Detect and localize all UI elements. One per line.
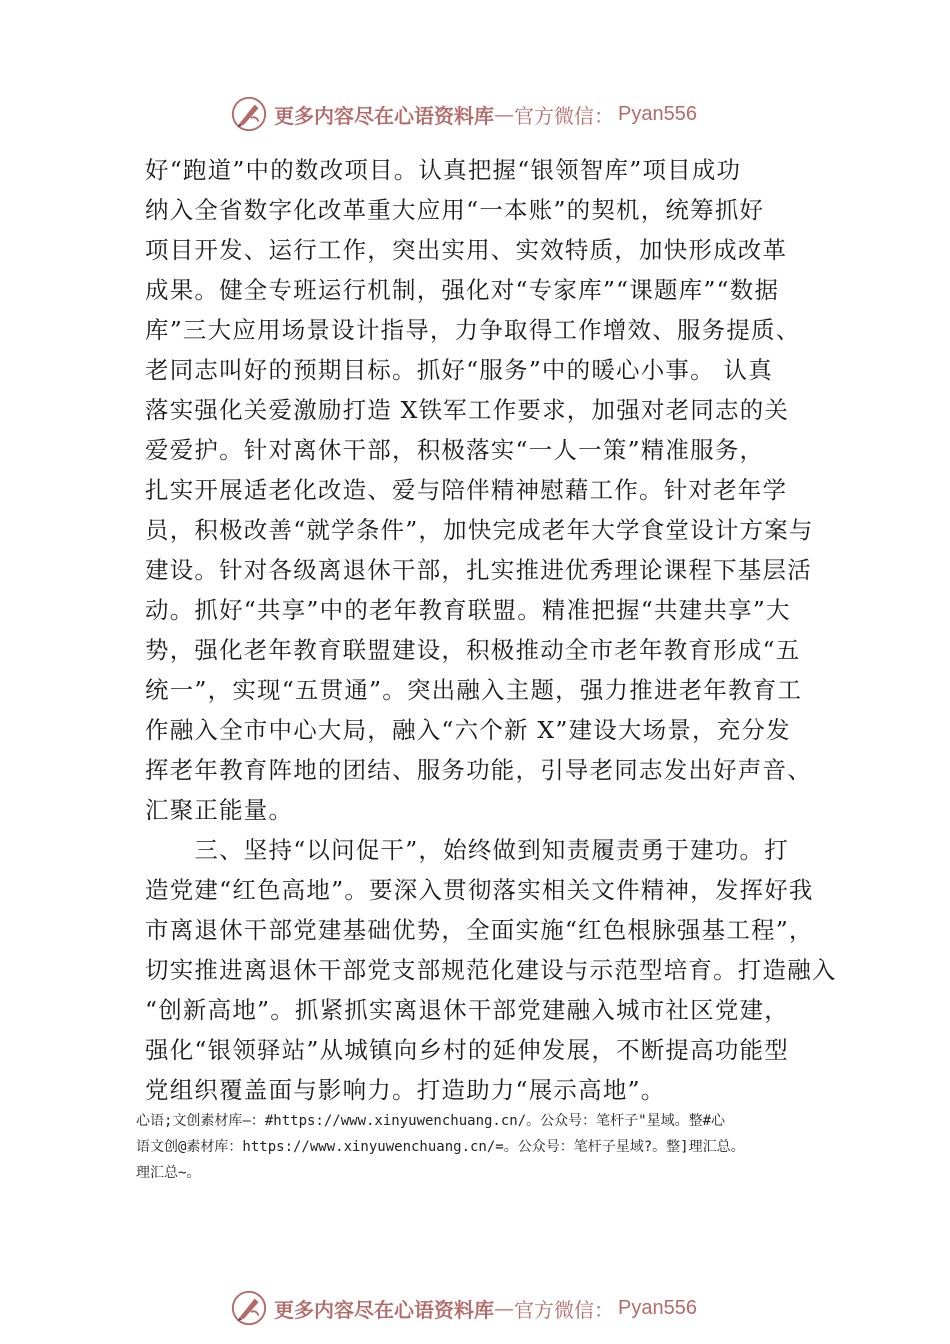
banner-label: 官方微信： (514, 103, 614, 128)
body-line: 汇聚正能量。 (145, 796, 294, 824)
body-line: 统一”，实现“五贯通”。突出融入主题，强力推进老年教育工 (145, 676, 803, 704)
body-line: 市离退休干部党建基础优势，全面实施“红色根脉强基工程”， (145, 916, 814, 944)
banner-text: 更多内容尽在心语资料库 (274, 1297, 494, 1322)
wechat-id: Pyan556 (618, 102, 697, 125)
body-line: 员，积极改善“就学条件”，加快完成老年大学食堂设计方案与 (145, 516, 814, 544)
body-line: 库”三大应用场景设计指导，力争取得工作增效、服务提质、 (145, 316, 801, 344)
body-line: 落实强化关爱激励打造 X铁军工作要求，加强对老同志的关 (145, 396, 790, 424)
header-banner (230, 94, 697, 134)
body-line: 强化“银领驿站”从城镇向乡村的延伸发展，不断提高功能型 (145, 1036, 789, 1064)
banner-text: 更多内容尽在心语资料库 (274, 103, 494, 128)
banner-separator: — (494, 102, 514, 126)
pen-logo-icon (230, 1289, 268, 1327)
wechat-id: Pyan556 (618, 1296, 697, 1319)
body-line: 纳入全省数字化改革重大应用“一本账”的契机，统筹抓好 (145, 196, 765, 224)
body-line: 作融入全市中心大局，融入“六个新 X”建设大场景，充分发 (145, 716, 791, 744)
source-note-line: 语文创@素材库：https://www.xinyuwenchuang.cn/=。公众号：笔杆子星域?。整]理汇总。 (136, 1139, 745, 1155)
body-line: 党组织覆盖面与影响力。打造助力“展示高地”。 (145, 1076, 666, 1104)
body-line: 势，强化老年教育联盟建设，积极推动全市老年教育形成“五 (145, 636, 801, 664)
body-line: 成果。健全专班运行机制，强化对“专家库”“课题库”“数据 (145, 276, 780, 304)
body-line: 爱爱护。针对离休干部，积极落实“一人一策”精准服务， (145, 436, 765, 464)
section-heading-line: 三、坚持“以问促干”，始终做到知责履责勇于建功。打 (145, 836, 789, 864)
body-line: 切实推进离退休干部党支部规范化建设与示范型培育。打造融入 (145, 956, 837, 984)
banner-label: 官方微信： (514, 1297, 614, 1322)
source-note (136, 1108, 836, 1186)
body-line: 动。抓好“共享”中的老年教育联盟。精准把握“共建共享”大 (145, 596, 791, 624)
source-note-line: 心语;文创素材库—：#https://www.xinyuwenchuang.cn/。公众号：笔杆子"星域。整#心 (136, 1113, 726, 1129)
body-line: 挥老年教育阵地的团结、服务功能，引导老同志发出好声音、 (145, 756, 812, 784)
body-line: 扎实开展适老化改造、爱与陪伴精神慰藉工作。针对老年学 (145, 476, 788, 504)
body-line: 建设。针对各级离退休干部，扎实推进优秀理论课程下基层活 (145, 556, 812, 584)
pen-logo-icon (230, 95, 268, 133)
body-line: 老同志叫好的预期目标。抓好“服务”中的暖心小事。 认真 (145, 356, 773, 384)
body-line: “创新高地”。抓紧抓实离退休干部党建融入城市社区党建， (145, 996, 789, 1024)
body-line: 好“跑道”中的数改项目。认真把握“银领智库”项目成功 (145, 156, 742, 184)
banner-separator: — (494, 1296, 514, 1320)
source-note-line: 理汇总~。 (136, 1165, 201, 1181)
footer-banner (230, 1288, 697, 1328)
body-line: 项目开发、运行工作，突出实用、实效特质，加快形成改革 (145, 236, 788, 264)
body-line: 造党建“红色高地”。要深入贯彻落实相关文件精神，发挥好我 (145, 876, 814, 904)
document-body (145, 150, 835, 1110)
